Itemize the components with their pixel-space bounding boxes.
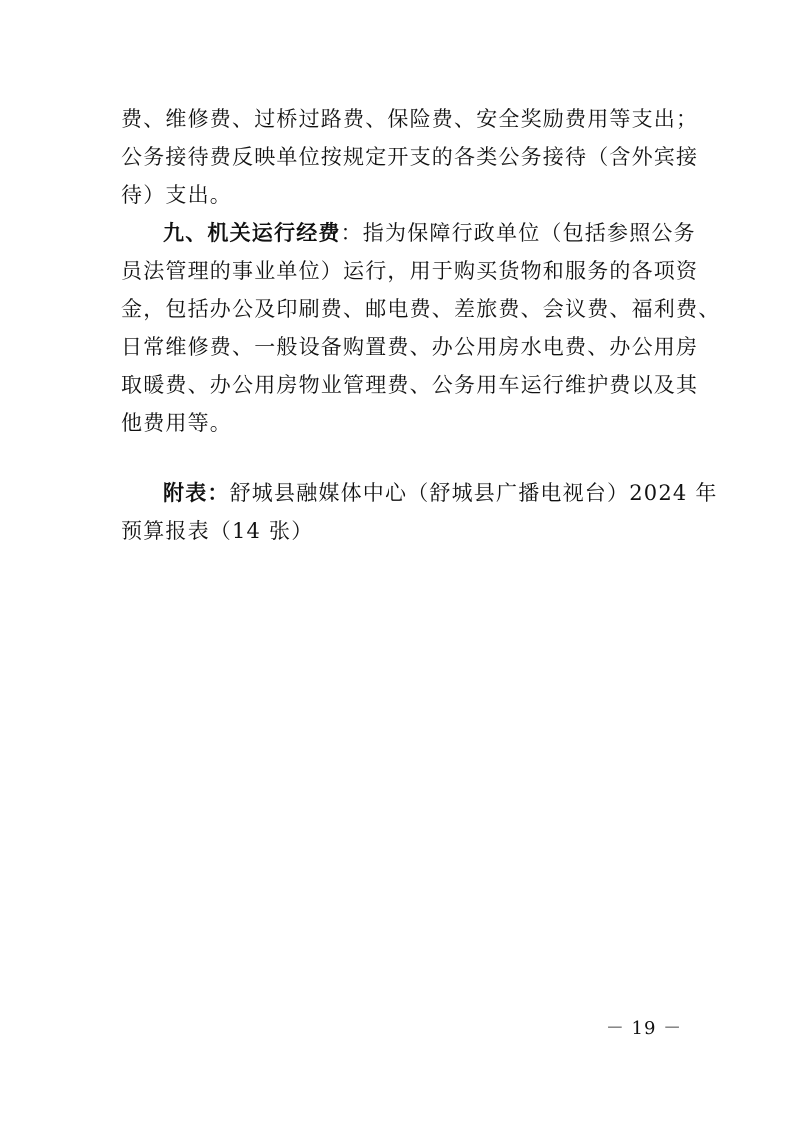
para2-line5: 取暖费、办公用房物业管理费、公务用车运行维护费以及其 bbox=[121, 373, 699, 397]
para1-line1: 费、维修费、过桥过路费、保险费、安全奖励费用等支出； bbox=[121, 107, 699, 131]
para2-line4: 日常维修费、一般设备购置费、办公用房水电费、办公用房 bbox=[121, 335, 699, 359]
para1-line2: 公务接待费反映单位按规定开支的各类公务接待（含外宾接 bbox=[121, 145, 699, 169]
para1-line3: 待）支出。 bbox=[121, 183, 232, 207]
para2-line3: 金，包括办公及印刷费、邮电费、差旅费、会议费、福利费、 bbox=[121, 297, 721, 321]
attachment-title: 舒城县融媒体中心（舒城县广播电视台）2024 年 bbox=[229, 481, 718, 505]
para2-line1-text: ：指为保障行政单位（包括参照公务 bbox=[340, 221, 696, 245]
page-number: － 19 － bbox=[605, 1018, 683, 1039]
para2-line1 bbox=[163, 217, 696, 249]
attachment-line1 bbox=[163, 477, 718, 509]
section-heading: 九、机关运行经费 bbox=[163, 220, 341, 245]
attachment-label: 附表： bbox=[163, 480, 230, 505]
attachment-line2: 预算报表（14 张） bbox=[121, 519, 314, 543]
para2-line2: 员法管理的事业单位）运行，用于购买货物和服务的各项资 bbox=[121, 259, 699, 283]
para2-line6: 他费用等。 bbox=[121, 411, 232, 435]
